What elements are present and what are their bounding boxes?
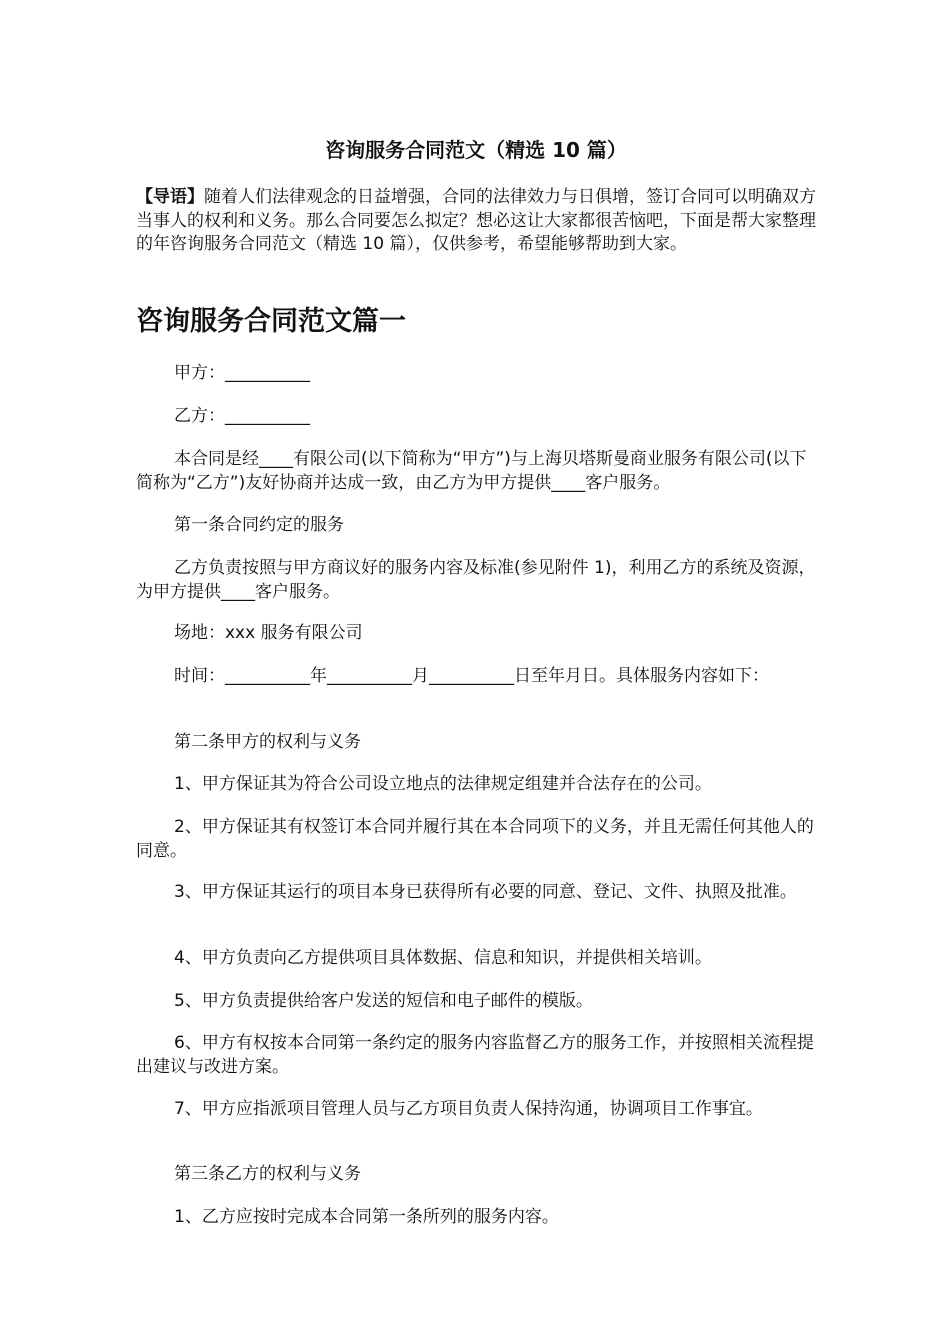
intro-paragraph — [136, 186, 816, 257]
article-2-item: 6、甲方有权按本合同第一条约定的服务内容监督乙方的服务工作，并按照相关流程提出建议与改进方案。 — [136, 1033, 814, 1077]
article-1-heading: 第一条合同约定的服务 — [174, 515, 344, 535]
party-b-line: 乙方：__________ — [174, 406, 310, 426]
venue-line: 场地：xxx 服务有限公司 — [174, 623, 363, 643]
article-2-heading: 第二条甲方的权利与义务 — [174, 732, 361, 752]
intro-lead: 【导语】 — [136, 187, 204, 207]
article-3-item: 1、乙方应按时完成本合同第一条所列的服务内容。 — [174, 1207, 559, 1227]
contract-intro-paragraph: 本合同是经____有限公司(以下简称为“甲方”)与上海贝塔斯曼商业服务有限公司(以下简称为“乙方”)友好协商并达成一致，由乙方为甲方提供____客户服务。 — [136, 449, 807, 493]
section-heading: 咨询服务合同范文篇一 — [136, 306, 406, 337]
article-2-item: 3、甲方保证其运行的项目本身已获得所有必要的同意、登记、文件、执照及批准。 — [174, 882, 797, 902]
article-2-item: 4、甲方负责向乙方提供项目具体数据、信息和知识，并提供相关培训。 — [174, 948, 712, 968]
time-paragraph: 时间：__________年__________月__________日至年月日。具体服务内容如下： — [174, 666, 769, 686]
intro-text: 随着人们法律观念的日益增强，合同的法律效力与日俱增，签订合同可以明确双方当事人的权利和义务。那么合同要怎么拟定？想必这让大家都很苦恼吧，下面是帮大家整理的年咨询服务合同范文（精选 10 篇），仅供参考，希望能够帮助到大家。 — [136, 187, 816, 254]
article-1-paragraph: 乙方负责按照与甲方商议好的服务内容及标准(参见附件 1)，利用乙方的系统及资源，为甲方提供____客户服务。 — [136, 558, 816, 602]
document-title: 咨询服务合同范文（精选 10 篇） — [325, 138, 627, 162]
article-2-item: 2、甲方保证其有权签订本合同并履行其在本合同项下的义务，并且无需任何其他人的同意。 — [136, 817, 814, 861]
article-2-item: 1、甲方保证其为符合公司设立地点的法律规定组建并合法存在的公司。 — [174, 774, 712, 794]
article-2-item: 7、甲方应指派项目管理人员与乙方项目负责人保持沟通，协调项目工作事宜。 — [174, 1099, 763, 1119]
party-a-line: 甲方：__________ — [174, 363, 310, 383]
article-2-item: 5、甲方负责提供给客户发送的短信和电子邮件的模版。 — [174, 991, 593, 1011]
article-3-heading: 第三条乙方的权利与义务 — [174, 1164, 361, 1184]
